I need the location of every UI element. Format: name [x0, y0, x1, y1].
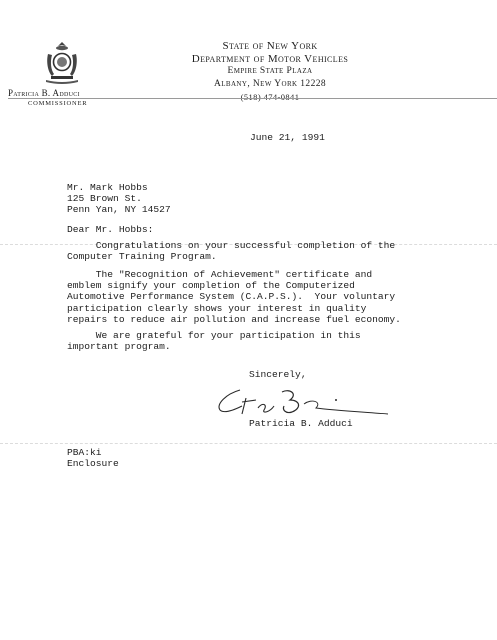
- letterhead-city: Albany, New York 12228: [213, 78, 327, 89]
- commissioner-name: Patricia B. Adduci: [8, 88, 80, 98]
- recipient-city: Penn Yan, NY 14527: [67, 204, 171, 216]
- commissioner-title: COMMISSIONER: [28, 100, 88, 107]
- paragraph-line: Congratulations on your successful completion of the: [67, 240, 396, 251]
- paragraph-gratitude: [67, 330, 361, 352]
- paragraph-congratulations: [67, 240, 395, 262]
- signer-name: Patricia B. Adduci: [249, 418, 353, 429]
- paragraph-line: The "Recognition of Achievement" certificate and: [67, 269, 373, 280]
- enclosure-note: Enclosure: [67, 458, 119, 469]
- salutation: Dear Mr. Hobbs:: [67, 224, 154, 235]
- state-seal-icon: [42, 40, 82, 84]
- recipient-street: 125 Brown St.: [67, 193, 142, 205]
- recipient-address: [67, 182, 171, 216]
- paragraph-line: repairs to reduce air pollution and increase fuel economy.: [67, 313, 401, 325]
- scan-artifact-line: [0, 443, 497, 444]
- handwritten-signature: [212, 384, 392, 420]
- letterhead-rule: [8, 98, 497, 99]
- paragraph-line: emblem signify your completion of the Computerized: [67, 280, 355, 292]
- paragraph-line: important program.: [67, 341, 171, 353]
- letterhead-plaza: Empire State Plaza: [227, 66, 313, 76]
- paragraph-certificate: [67, 269, 401, 325]
- closing: Sincerely,: [249, 369, 307, 380]
- letterhead-phone: (518) 474-0841: [240, 92, 300, 102]
- letter-date: June 21, 1991: [250, 132, 325, 143]
- recipient-name: Mr. Mark Hobbs: [67, 182, 148, 193]
- letterhead-department: Department of Motor Vehicles: [191, 52, 349, 65]
- typist-initials: PBA:ki: [67, 447, 102, 458]
- letterhead: [160, 40, 380, 104]
- paragraph-line: Computer Training Program.: [67, 251, 217, 263]
- paragraph-line: Automotive Performance System (C.A.P.S.). Your voluntary: [67, 291, 396, 303]
- paragraph-line: participation clearly shows your interest in quality: [67, 302, 367, 314]
- letterhead-state: State of New York: [222, 40, 318, 52]
- paragraph-line: We are grateful for your participation in this: [67, 330, 361, 341]
